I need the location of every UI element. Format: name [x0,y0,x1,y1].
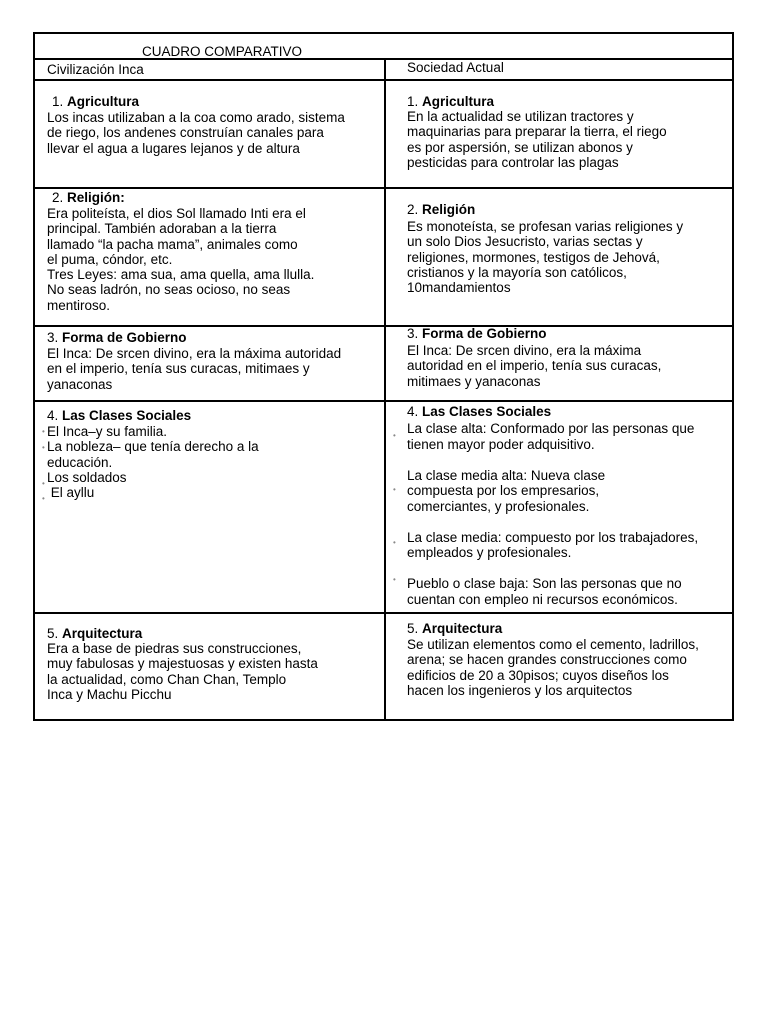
row-divider [35,400,732,402]
actual-gobierno-text: El Inca: De srcen divino, era la máxima autoridad en el imperio, tenía sus curacas, mitimaes y yanaconas [407,343,662,389]
inca-agricultura-heading: 1. Agricultura [52,94,140,109]
inca-arquitectura-heading: 5. Arquitectura [47,626,143,641]
bullet-mark: • [393,431,396,440]
actual-arquitectura-text: Se utilizan elementos como el cemento, ladrillos, arena; se hacen grandes construcciones como edificios de 20 a 30pisos; cuyos diseños los hacen los ingenieros y los arquitectos [407,637,699,698]
bullet-mark: • [393,538,396,547]
bullet-mark: • [42,479,45,488]
actual-religion-heading: 2. Religión [407,202,476,217]
bullet-mark: • [393,575,396,584]
row-divider [35,58,732,60]
row-divider [35,612,732,614]
actual-agricultura-text: En la actualidad se utilizan tractores y maquinarias para preparar la tierra, el riego es por aspersión, se utilizan abonos y pesticidas para controlar las plagas [407,109,667,170]
table-title: CUADRO COMPARATIVO [142,44,303,59]
bullet-mark: • [42,494,45,503]
comparison-table [33,32,734,721]
inca-clases-text: El Inca–y su familia. La nobleza– que tenía derecho a la educación. Los soldados El ayllu [47,424,259,501]
bullet-mark: • [42,427,45,436]
row-divider [35,187,732,189]
column-divider [384,58,386,719]
inca-religion-heading: 2. Religión: [52,190,125,205]
column-header-inca: Civilización Inca [47,62,144,77]
bullet-mark: • [393,485,396,494]
row-divider [35,79,732,81]
actual-religion-text: Es monoteísta, se profesan varias religiones y un solo Dios Jesucristo, varias sectas y religiones, mormones, testigos de Jehová, cristianos y la mayoría son católicos, 10mandamientos [407,219,684,296]
actual-clases-heading: 4. Las Clases Sociales [407,404,552,419]
row-divider [35,325,732,327]
inca-agricultura-text: Los incas utilizaban a la coa como arado, sistema de riego, los andenes construían canales para llevar el agua a lugares lejanos y de altura [47,110,345,156]
inca-gobierno-heading: 3. Forma de Gobierno [47,330,187,345]
bullet-mark: • [42,443,45,452]
actual-arquitectura-heading: 5. Arquitectura [407,621,503,636]
actual-agricultura-heading: 1. Agricultura [407,94,495,109]
inca-gobierno-text: El Inca: De srcen divino, era la máxima autoridad en el imperio, tenía sus curacas, mitimaes y yanaconas [47,346,342,392]
inca-arquitectura-text: Era a base de piedras sus construcciones, muy fabulosas y majestuosas y existen hasta la actualidad, como Chan Chan, Templo Inca y Machu Picchu [47,641,318,702]
inca-clases-heading: 4. Las Clases Sociales [47,408,192,423]
actual-gobierno-heading: 3. Forma de Gobierno [407,326,547,341]
column-header-actual: Sociedad Actual [407,60,504,75]
actual-clases-text: La clase alta: Conformado por las personas que tienen mayor poder adquisitivo. La clase media alta: Nueva clase compuesta por los empresarios, comerciantes, y profesionales. La clase media: compuesto por los trabajadores, empleados y profesionales. Pueblo o clase baja: Son las personas que no cuentan con empleo ni recursos económicos. [407,421,699,607]
inca-religion-text: Era politeísta, el dios Sol llamado Inti era el principal. También adoraban a la tierra llamado “la pacha mama”, animales como el puma, cóndor, etc. Tres Leyes: ama sua, ama quella, ama llulla. No seas ladrón, no seas ocioso, no seas mentiroso. [47,206,315,313]
